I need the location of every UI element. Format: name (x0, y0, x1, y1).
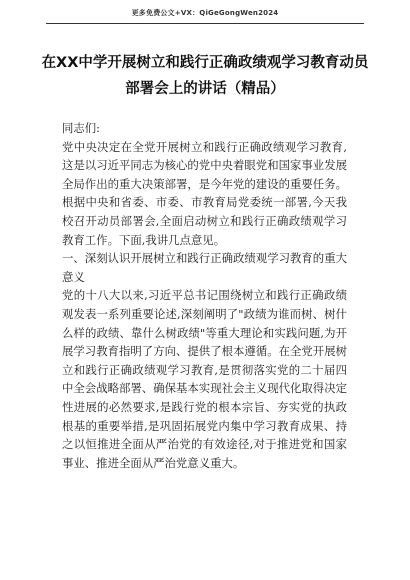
document-body (62, 119, 347, 472)
section-heading-1: 一、深刻认识开展树立和践行正确政绩观学习教育的重大意义 (62, 251, 347, 284)
title-line-1: 在XX中学开展树立和践行正确政绩观学习教育动员 (41, 55, 369, 71)
document-title (40, 50, 370, 102)
header-divider (46, 23, 364, 24)
paragraph-section-1: 党的十八大以来,习近平总书记围绕树立和践行正确政绩观发表一系列重要论述,深刻阐明了"政绩为谁而树、树什么样的政绩、靠什么树政绩"等重大理论和实践问题,为开展学习教育指明了方向、提供了根本遵循。在全党开展树立和践行正确政绩观学习教育,是贯彻落实党的二十届四中全会战略部署、确保基本实现社会主义现代化取得决定性进展的必然要求,是践行党的根本宗旨、夯实党的执政根基的重要举措,是巩固拓展党内集中学习教育成果、持之以恒推进全面从严治党的有效途径,对于推进党和国家事业、推进全面从严治党意义重大。 (62, 288, 347, 470)
paragraph-intro: 党中央决定在全党开展树立和践行正确政绩观学习教育,这是以习近平同志为核心的党中央着眼党和国家事业发展全局作出的重大决策部署，是今年党的建设的重要任务。根据中央和省委、市委、市教育局党委统一部署,今天我校召开动员部署会,全面启动树立和践行正确政绩观学习教育工作。下面,我讲几点意见。 (62, 139, 347, 247)
title-line-2: 部署会上的讲话（精品） (125, 81, 285, 97)
salutation: 同志们: (62, 121, 101, 135)
page-header (0, 0, 410, 24)
header-promo-text: 更多免费公文+VX：QiGeGongWen2024 (131, 9, 279, 17)
